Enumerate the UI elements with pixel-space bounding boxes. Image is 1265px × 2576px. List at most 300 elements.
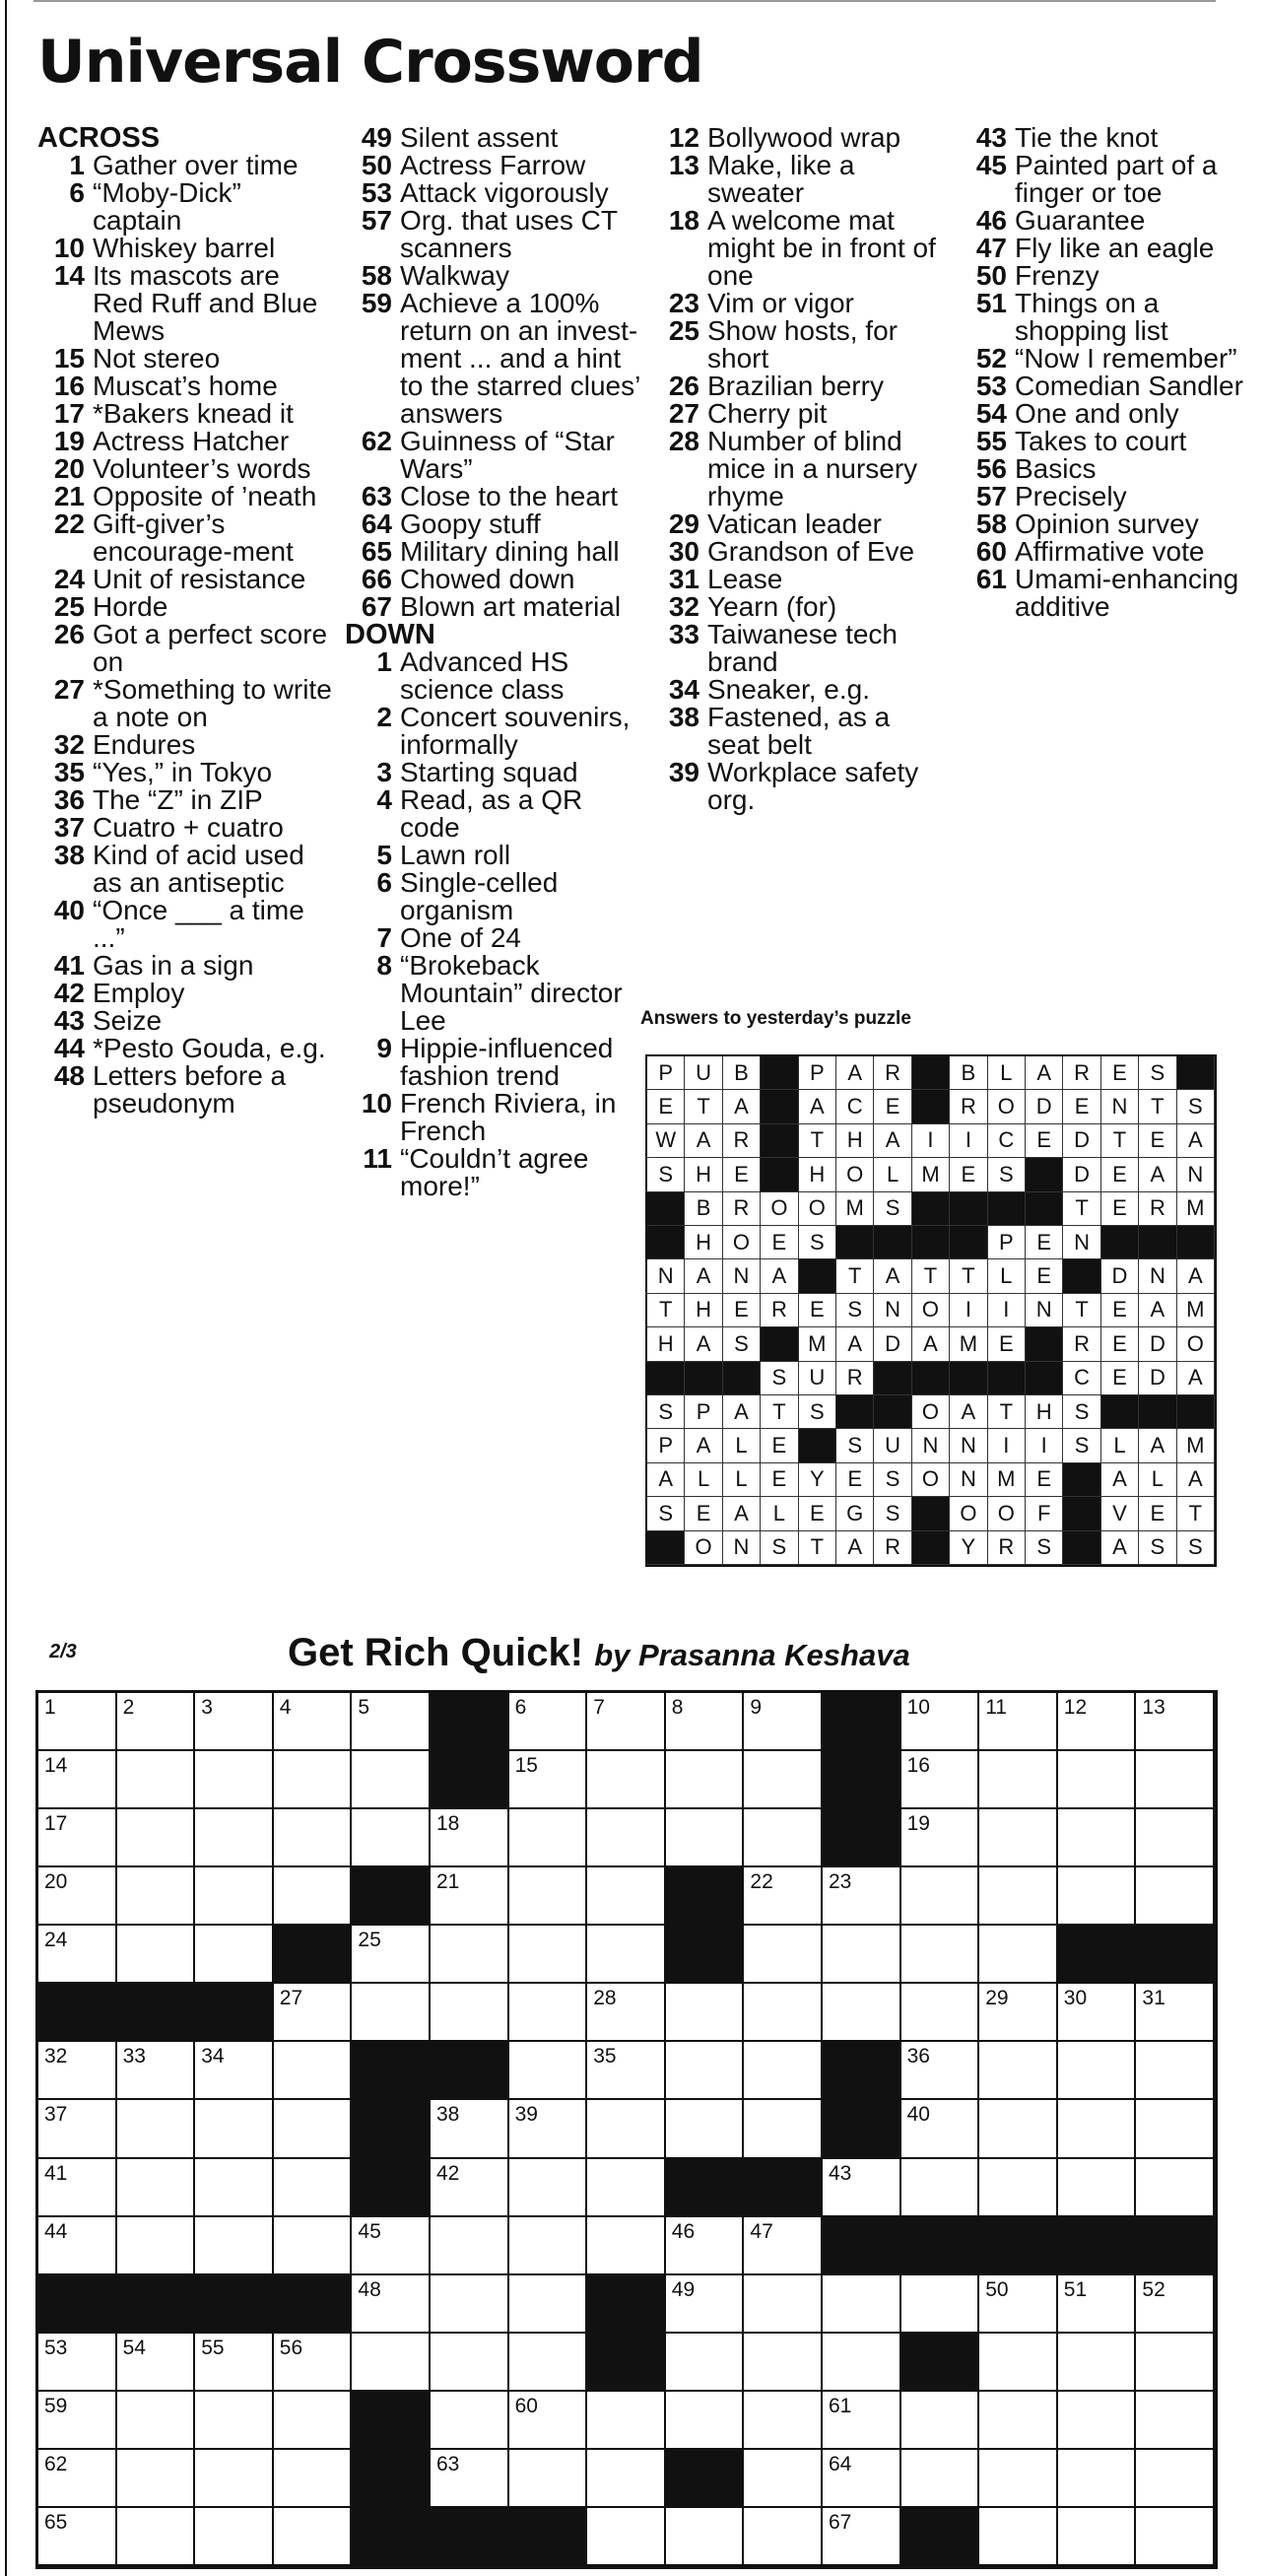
grid-cell[interactable] bbox=[117, 2392, 196, 2450]
clue-across-10[interactable] bbox=[37, 235, 333, 262]
clue-down-6[interactable] bbox=[345, 869, 640, 924]
clue-down-1[interactable] bbox=[345, 648, 640, 704]
clue-down-25[interactable] bbox=[652, 317, 948, 373]
clue-down-50[interactable] bbox=[960, 262, 1255, 290]
grid-cell[interactable] bbox=[979, 1867, 1058, 1926]
grid-cell[interactable] bbox=[744, 1693, 823, 1751]
grid-cell[interactable] bbox=[823, 2450, 901, 2508]
grid-cell[interactable] bbox=[744, 2334, 823, 2392]
clue-number: 7 bbox=[376, 922, 392, 953]
grid-cell[interactable] bbox=[274, 2042, 353, 2100]
grid-cell[interactable] bbox=[979, 1809, 1058, 1867]
clue-down-3[interactable] bbox=[345, 759, 640, 786]
grid-cell[interactable] bbox=[666, 1984, 745, 2042]
grid-cell[interactable] bbox=[901, 2450, 980, 2508]
clue-across-26[interactable] bbox=[37, 621, 333, 676]
grid-cell[interactable] bbox=[195, 2508, 274, 2566]
grid-cell[interactable] bbox=[979, 1984, 1058, 2042]
grid-cell[interactable] bbox=[1058, 2392, 1137, 2450]
answer-cell bbox=[1063, 1531, 1100, 1565]
clue-across-16[interactable] bbox=[37, 373, 333, 400]
grid-cell[interactable] bbox=[274, 2392, 353, 2450]
grid-cell[interactable] bbox=[823, 2275, 901, 2334]
grid-cell[interactable] bbox=[117, 2042, 196, 2100]
clue-across-62[interactable] bbox=[345, 428, 640, 483]
block-cell bbox=[195, 1984, 274, 2042]
clue-down-45[interactable] bbox=[960, 152, 1255, 207]
grid-cell[interactable] bbox=[352, 1693, 431, 1751]
grid-cell[interactable] bbox=[195, 2392, 274, 2450]
clue-across-19[interactable] bbox=[37, 428, 333, 455]
grid-cell[interactable] bbox=[38, 2217, 117, 2275]
answer-cell: E bbox=[761, 1226, 798, 1259]
grid-cell[interactable] bbox=[1058, 1984, 1137, 2042]
clue-down-2[interactable] bbox=[345, 704, 640, 759]
grid-cell[interactable] bbox=[195, 1926, 274, 1984]
cell-number: 29 bbox=[985, 1987, 1009, 2010]
clue-down-26[interactable] bbox=[652, 373, 948, 400]
grid-cell[interactable] bbox=[744, 1984, 823, 2042]
block-cell bbox=[431, 1751, 509, 1809]
grid-cell[interactable] bbox=[274, 2334, 353, 2392]
clue-across-57[interactable] bbox=[345, 207, 640, 262]
clue-across-1[interactable] bbox=[37, 152, 333, 179]
grid-cell[interactable] bbox=[352, 2334, 431, 2392]
grid-cell[interactable] bbox=[666, 2508, 745, 2566]
clue-across-15[interactable] bbox=[37, 345, 333, 373]
grid-cell[interactable] bbox=[509, 2275, 588, 2334]
grid-cell[interactable] bbox=[431, 2275, 509, 2334]
block-cell bbox=[117, 2275, 196, 2334]
clue-across-48[interactable] bbox=[37, 1062, 333, 1118]
grid-cell[interactable] bbox=[195, 2042, 274, 2100]
grid-cell[interactable] bbox=[587, 1693, 666, 1751]
clue-down-38[interactable] bbox=[652, 704, 948, 759]
clue-across-41[interactable] bbox=[37, 952, 333, 980]
grid-cell[interactable] bbox=[1136, 1751, 1215, 1809]
grid-cell[interactable] bbox=[901, 1809, 980, 1867]
grid-cell[interactable] bbox=[979, 2334, 1058, 2392]
clue-down-31[interactable] bbox=[652, 566, 948, 593]
clue-down-43[interactable] bbox=[960, 124, 1255, 152]
clue-down-8[interactable] bbox=[345, 952, 640, 1035]
grid-cell[interactable] bbox=[744, 2450, 823, 2508]
grid-cell[interactable] bbox=[352, 1751, 431, 1809]
grid-cell[interactable] bbox=[431, 1809, 509, 1867]
grid-cell[interactable] bbox=[431, 2334, 509, 2392]
grid-cell[interactable] bbox=[1058, 2508, 1137, 2566]
block-cell bbox=[1136, 2217, 1215, 2275]
grid-cell[interactable] bbox=[117, 2450, 196, 2508]
clue-across-36[interactable] bbox=[37, 786, 333, 814]
clue-down-39[interactable] bbox=[652, 759, 948, 814]
grid-cell[interactable] bbox=[744, 2042, 823, 2100]
grid-cell[interactable] bbox=[587, 1867, 666, 1926]
answer-cell: T bbox=[988, 1395, 1026, 1429]
grid-cell[interactable] bbox=[666, 2275, 745, 2334]
clue-across-64[interactable] bbox=[345, 510, 640, 538]
grid-cell[interactable] bbox=[823, 1926, 901, 1984]
grid-cell[interactable] bbox=[666, 1751, 745, 1809]
grid-cell[interactable] bbox=[587, 2100, 666, 2158]
grid-cell[interactable] bbox=[117, 2217, 196, 2275]
grid-cell[interactable] bbox=[431, 2217, 509, 2275]
grid-cell[interactable] bbox=[1058, 2042, 1137, 2100]
grid-cell[interactable] bbox=[38, 1751, 117, 1809]
grid-cell[interactable] bbox=[744, 2508, 823, 2566]
grid-cell[interactable] bbox=[1058, 2159, 1137, 2217]
clue-down-29[interactable] bbox=[652, 510, 948, 538]
clue-down-33[interactable] bbox=[652, 621, 948, 676]
grid-cell[interactable] bbox=[979, 2042, 1058, 2100]
grid-cell[interactable] bbox=[587, 2217, 666, 2275]
grid-cell[interactable] bbox=[431, 1984, 509, 2042]
grid-cell[interactable] bbox=[666, 1693, 745, 1751]
clue-across-38[interactable] bbox=[37, 842, 333, 897]
grid-cell[interactable] bbox=[38, 1693, 117, 1751]
answer-cell: E bbox=[1101, 1362, 1139, 1395]
clue-down-9[interactable] bbox=[345, 1035, 640, 1090]
block-cell bbox=[352, 2450, 431, 2508]
grid-cell[interactable] bbox=[38, 2392, 117, 2450]
grid-cell[interactable] bbox=[117, 2100, 196, 2158]
grid-cell[interactable] bbox=[195, 1809, 274, 1867]
clue-across-17[interactable] bbox=[37, 400, 333, 428]
block-cell bbox=[823, 2217, 901, 2275]
grid-cell[interactable] bbox=[901, 2275, 980, 2334]
grid-cell[interactable] bbox=[901, 2100, 980, 2158]
clue-across-42[interactable] bbox=[37, 980, 333, 1007]
grid-cell[interactable] bbox=[352, 1926, 431, 1984]
grid-cell[interactable] bbox=[352, 1809, 431, 1867]
clue-down-12[interactable] bbox=[652, 124, 948, 152]
clue-down-11[interactable] bbox=[345, 1145, 640, 1200]
clue-across-14[interactable] bbox=[37, 262, 333, 345]
clue-across-43[interactable] bbox=[37, 1007, 333, 1035]
grid-cell[interactable] bbox=[509, 2042, 588, 2100]
grid-cell[interactable] bbox=[979, 2450, 1058, 2508]
cell-number: 56 bbox=[279, 2336, 303, 2359]
grid-cell[interactable] bbox=[352, 1984, 431, 2042]
grid-cell[interactable] bbox=[431, 2450, 509, 2508]
grid-cell[interactable] bbox=[431, 1867, 509, 1926]
clue-down-56[interactable] bbox=[960, 455, 1255, 483]
grid-cell[interactable] bbox=[979, 1693, 1058, 1751]
clue-text: Goopy stuff bbox=[400, 508, 541, 539]
grid-cell[interactable] bbox=[38, 2100, 117, 2158]
clue-down-60[interactable] bbox=[960, 538, 1255, 566]
grid-cell[interactable] bbox=[587, 2450, 666, 2508]
answer-cell: A bbox=[1177, 1259, 1215, 1293]
grid-cell[interactable] bbox=[744, 2392, 823, 2450]
grid-cell[interactable] bbox=[1058, 1867, 1137, 1926]
grid-cell[interactable] bbox=[274, 2450, 353, 2508]
grid-cell[interactable] bbox=[509, 1984, 588, 2042]
grid-cell[interactable] bbox=[1136, 2334, 1215, 2392]
grid-cell[interactable] bbox=[195, 2334, 274, 2392]
clue-down-28[interactable] bbox=[652, 428, 948, 510]
grid-cell[interactable] bbox=[587, 1926, 666, 1984]
clue-across-67[interactable] bbox=[345, 593, 640, 621]
grid-cell[interactable] bbox=[117, 1693, 196, 1751]
grid-cell[interactable] bbox=[1136, 2450, 1215, 2508]
answer-cell: E bbox=[1026, 1259, 1063, 1293]
clue-across-20[interactable] bbox=[37, 455, 333, 483]
grid-cell[interactable] bbox=[744, 2100, 823, 2158]
clue-across-53[interactable] bbox=[345, 179, 640, 207]
grid-cell[interactable] bbox=[823, 1984, 901, 2042]
block-cell bbox=[823, 1809, 901, 1867]
clue-down-61[interactable] bbox=[960, 566, 1255, 621]
grid-cell[interactable] bbox=[1136, 2042, 1215, 2100]
grid-cell[interactable] bbox=[117, 2334, 196, 2392]
grid-cell[interactable] bbox=[117, 1751, 196, 1809]
grid-cell[interactable] bbox=[979, 2392, 1058, 2450]
clue-across-32[interactable] bbox=[37, 731, 333, 759]
grid-cell[interactable] bbox=[274, 1984, 353, 2042]
grid-cell[interactable] bbox=[979, 2100, 1058, 2158]
grid-cell[interactable] bbox=[1058, 2334, 1137, 2392]
clue-across-27[interactable] bbox=[37, 676, 333, 731]
grid-cell[interactable] bbox=[431, 2159, 509, 2217]
clue-down-7[interactable] bbox=[345, 924, 640, 952]
grid-cell[interactable] bbox=[352, 2217, 431, 2275]
grid-cell[interactable] bbox=[1058, 2275, 1137, 2334]
grid-cell[interactable] bbox=[823, 2334, 901, 2392]
grid-cell[interactable] bbox=[509, 2334, 588, 2392]
grid-cell[interactable] bbox=[901, 2042, 980, 2100]
clue-across-40[interactable] bbox=[37, 897, 333, 952]
grid-cell[interactable] bbox=[117, 1867, 196, 1926]
grid-cell[interactable] bbox=[1136, 1867, 1215, 1926]
grid-cell[interactable] bbox=[509, 2100, 588, 2158]
grid-cell[interactable] bbox=[587, 2508, 666, 2566]
grid-cell[interactable] bbox=[38, 1809, 117, 1867]
clue-across-63[interactable] bbox=[345, 483, 640, 510]
grid-cell[interactable] bbox=[509, 1751, 588, 1809]
grid-cell[interactable] bbox=[587, 2392, 666, 2450]
clue-text: One and only bbox=[1015, 398, 1179, 429]
clue-down-34[interactable] bbox=[652, 676, 948, 704]
grid-cell[interactable] bbox=[823, 2159, 901, 2217]
grid-cell[interactable] bbox=[1058, 1809, 1137, 1867]
grid-cell[interactable] bbox=[38, 2334, 117, 2392]
grid-cell[interactable] bbox=[195, 1693, 274, 1751]
clue-across-59[interactable] bbox=[345, 290, 640, 428]
grid-cell[interactable] bbox=[901, 1867, 980, 1926]
grid-cell[interactable] bbox=[274, 2508, 353, 2566]
clue-down-53[interactable] bbox=[960, 373, 1255, 400]
clue-across-66[interactable] bbox=[345, 566, 640, 593]
grid-cell[interactable] bbox=[38, 2159, 117, 2217]
grid-cell[interactable] bbox=[117, 1926, 196, 1984]
clue-down-4[interactable] bbox=[345, 786, 640, 842]
grid-cell[interactable] bbox=[1136, 2275, 1215, 2334]
grid-cell[interactable] bbox=[274, 1809, 353, 1867]
clue-down-54[interactable] bbox=[960, 400, 1255, 428]
grid-cell[interactable] bbox=[1058, 2450, 1137, 2508]
grid-cell[interactable] bbox=[431, 1926, 509, 1984]
clue-down-51[interactable] bbox=[960, 290, 1255, 345]
clue-down-55[interactable] bbox=[960, 428, 1255, 455]
grid-cell[interactable] bbox=[1058, 1751, 1137, 1809]
grid-cell[interactable] bbox=[979, 1751, 1058, 1809]
clue-across-49[interactable] bbox=[345, 124, 640, 152]
clue-down-27[interactable] bbox=[652, 400, 948, 428]
grid-cell[interactable] bbox=[431, 2392, 509, 2450]
clue-column-2 bbox=[345, 124, 640, 1200]
cell-number: 18 bbox=[435, 1812, 460, 1836]
grid-cell[interactable] bbox=[1136, 2100, 1215, 2158]
grid-cell[interactable] bbox=[1136, 1984, 1215, 2042]
grid-cell[interactable] bbox=[195, 2217, 274, 2275]
grid-cell[interactable] bbox=[274, 2217, 353, 2275]
clue-text: Brazilian berry bbox=[707, 371, 884, 401]
grid-cell[interactable] bbox=[666, 1809, 745, 1867]
grid-cell[interactable] bbox=[38, 1867, 117, 1926]
grid-cell[interactable] bbox=[352, 2275, 431, 2334]
clue-number: 65 bbox=[361, 536, 392, 567]
grid-cell[interactable] bbox=[587, 2042, 666, 2100]
grid-cell[interactable] bbox=[979, 2159, 1058, 2217]
grid-cell[interactable] bbox=[38, 2508, 117, 2566]
grid-cell[interactable] bbox=[1058, 1693, 1137, 1751]
grid-cell[interactable] bbox=[587, 1751, 666, 1809]
grid-cell[interactable] bbox=[823, 1867, 901, 1926]
clue-down-10[interactable] bbox=[345, 1090, 640, 1145]
grid-cell[interactable] bbox=[38, 2042, 117, 2100]
grid-cell[interactable] bbox=[901, 2159, 980, 2217]
crossword-grid[interactable] bbox=[35, 1690, 1218, 2569]
grid-cell[interactable] bbox=[823, 2392, 901, 2450]
answer-cell: C bbox=[988, 1124, 1026, 1158]
grid-cell[interactable] bbox=[431, 2100, 509, 2158]
clue-down-58[interactable] bbox=[960, 510, 1255, 538]
grid-cell[interactable] bbox=[1136, 2392, 1215, 2450]
grid-cell[interactable] bbox=[744, 1867, 823, 1926]
grid-cell[interactable] bbox=[587, 1984, 666, 2042]
grid-cell[interactable] bbox=[117, 2508, 196, 2566]
grid-cell[interactable] bbox=[274, 1693, 353, 1751]
grid-cell[interactable] bbox=[901, 2392, 980, 2450]
clue-down-32[interactable] bbox=[652, 593, 948, 621]
clue-across-24[interactable] bbox=[37, 566, 333, 593]
grid-cell[interactable] bbox=[744, 2275, 823, 2334]
grid-cell[interactable] bbox=[38, 1926, 117, 1984]
answer-cell bbox=[723, 1362, 761, 1395]
grid-cell[interactable] bbox=[274, 1867, 353, 1926]
clue-down-46[interactable] bbox=[960, 207, 1255, 235]
clue-down-30[interactable] bbox=[652, 538, 948, 566]
grid-cell[interactable] bbox=[509, 2159, 588, 2217]
grid-cell[interactable] bbox=[587, 1809, 666, 1867]
grid-cell[interactable] bbox=[509, 2450, 588, 2508]
clue-down-52[interactable] bbox=[960, 345, 1255, 373]
clue-down-5[interactable] bbox=[345, 842, 640, 869]
grid-cell[interactable] bbox=[901, 1984, 980, 2042]
clue-across-37[interactable] bbox=[37, 814, 333, 842]
answer-cell: A bbox=[1026, 1056, 1063, 1090]
clue-across-58[interactable] bbox=[345, 262, 640, 290]
grid-cell[interactable] bbox=[509, 2392, 588, 2450]
clue-text: Starting squad bbox=[400, 757, 578, 787]
grid-cell[interactable] bbox=[509, 2217, 588, 2275]
clue-across-50[interactable] bbox=[345, 152, 640, 179]
grid-cell[interactable] bbox=[901, 1693, 980, 1751]
clue-down-18[interactable] bbox=[652, 207, 948, 290]
clue-number: 40 bbox=[53, 895, 85, 925]
clue-across-65[interactable] bbox=[345, 538, 640, 566]
grid-cell[interactable] bbox=[1136, 2508, 1215, 2566]
grid-cell[interactable] bbox=[666, 2217, 745, 2275]
grid-cell[interactable] bbox=[195, 2450, 274, 2508]
grid-cell[interactable] bbox=[666, 2334, 745, 2392]
grid-cell[interactable] bbox=[744, 1809, 823, 1867]
grid-cell[interactable] bbox=[509, 1926, 588, 1984]
clue-across-35[interactable] bbox=[37, 759, 333, 786]
grid-cell[interactable] bbox=[744, 1926, 823, 1984]
answer-cell: A bbox=[723, 1090, 761, 1123]
clue-across-44[interactable] bbox=[37, 1035, 333, 1062]
grid-cell[interactable] bbox=[979, 2275, 1058, 2334]
grid-cell[interactable] bbox=[1136, 1809, 1215, 1867]
answer-cell: E bbox=[761, 1463, 798, 1497]
clue-number: 41 bbox=[53, 950, 85, 981]
grid-cell[interactable] bbox=[901, 1926, 980, 1984]
grid-cell[interactable] bbox=[823, 2508, 901, 2566]
grid-cell[interactable] bbox=[979, 2508, 1058, 2566]
grid-cell[interactable] bbox=[1136, 2159, 1215, 2217]
grid-cell[interactable] bbox=[274, 1751, 353, 1809]
grid-cell[interactable] bbox=[666, 2042, 745, 2100]
grid-cell[interactable] bbox=[509, 1867, 588, 1926]
clue-down-13[interactable] bbox=[652, 152, 948, 207]
clue-across-25[interactable] bbox=[37, 593, 333, 621]
grid-cell[interactable] bbox=[195, 1751, 274, 1809]
grid-cell[interactable] bbox=[979, 1926, 1058, 1984]
clue-text: Guinness of “Star Wars” bbox=[400, 426, 615, 484]
clue-text: Painted part of a finger or toe bbox=[1015, 150, 1218, 208]
grid-cell[interactable] bbox=[587, 2159, 666, 2217]
grid-cell[interactable] bbox=[195, 1867, 274, 1926]
grid-cell[interactable] bbox=[274, 2159, 353, 2217]
grid-cell[interactable] bbox=[274, 2100, 353, 2158]
grid-cell[interactable] bbox=[509, 1693, 588, 1751]
clue-down-23[interactable] bbox=[652, 290, 948, 317]
grid-cell[interactable] bbox=[666, 2392, 745, 2450]
clue-across-21[interactable] bbox=[37, 483, 333, 510]
grid-cell[interactable] bbox=[744, 2217, 823, 2275]
clue-across-22[interactable] bbox=[37, 510, 333, 566]
grid-cell[interactable] bbox=[1136, 1693, 1215, 1751]
block-cell bbox=[38, 2275, 117, 2334]
grid-cell[interactable] bbox=[117, 2159, 196, 2217]
grid-cell[interactable] bbox=[744, 1751, 823, 1809]
grid-cell[interactable] bbox=[195, 2159, 274, 2217]
clue-down-47[interactable] bbox=[960, 235, 1255, 262]
clue-down-57[interactable] bbox=[960, 483, 1255, 510]
clue-across-6[interactable] bbox=[37, 179, 333, 235]
cell-number: 42 bbox=[435, 2161, 460, 2185]
grid-cell[interactable] bbox=[195, 2100, 274, 2158]
grid-cell[interactable] bbox=[38, 2450, 117, 2508]
grid-cell[interactable] bbox=[1058, 2100, 1137, 2158]
grid-cell[interactable] bbox=[666, 2100, 745, 2158]
grid-cell[interactable] bbox=[509, 1809, 588, 1867]
grid-cell[interactable] bbox=[901, 1751, 980, 1809]
answer-cell: T bbox=[1063, 1294, 1100, 1327]
grid-cell[interactable] bbox=[117, 1809, 196, 1867]
